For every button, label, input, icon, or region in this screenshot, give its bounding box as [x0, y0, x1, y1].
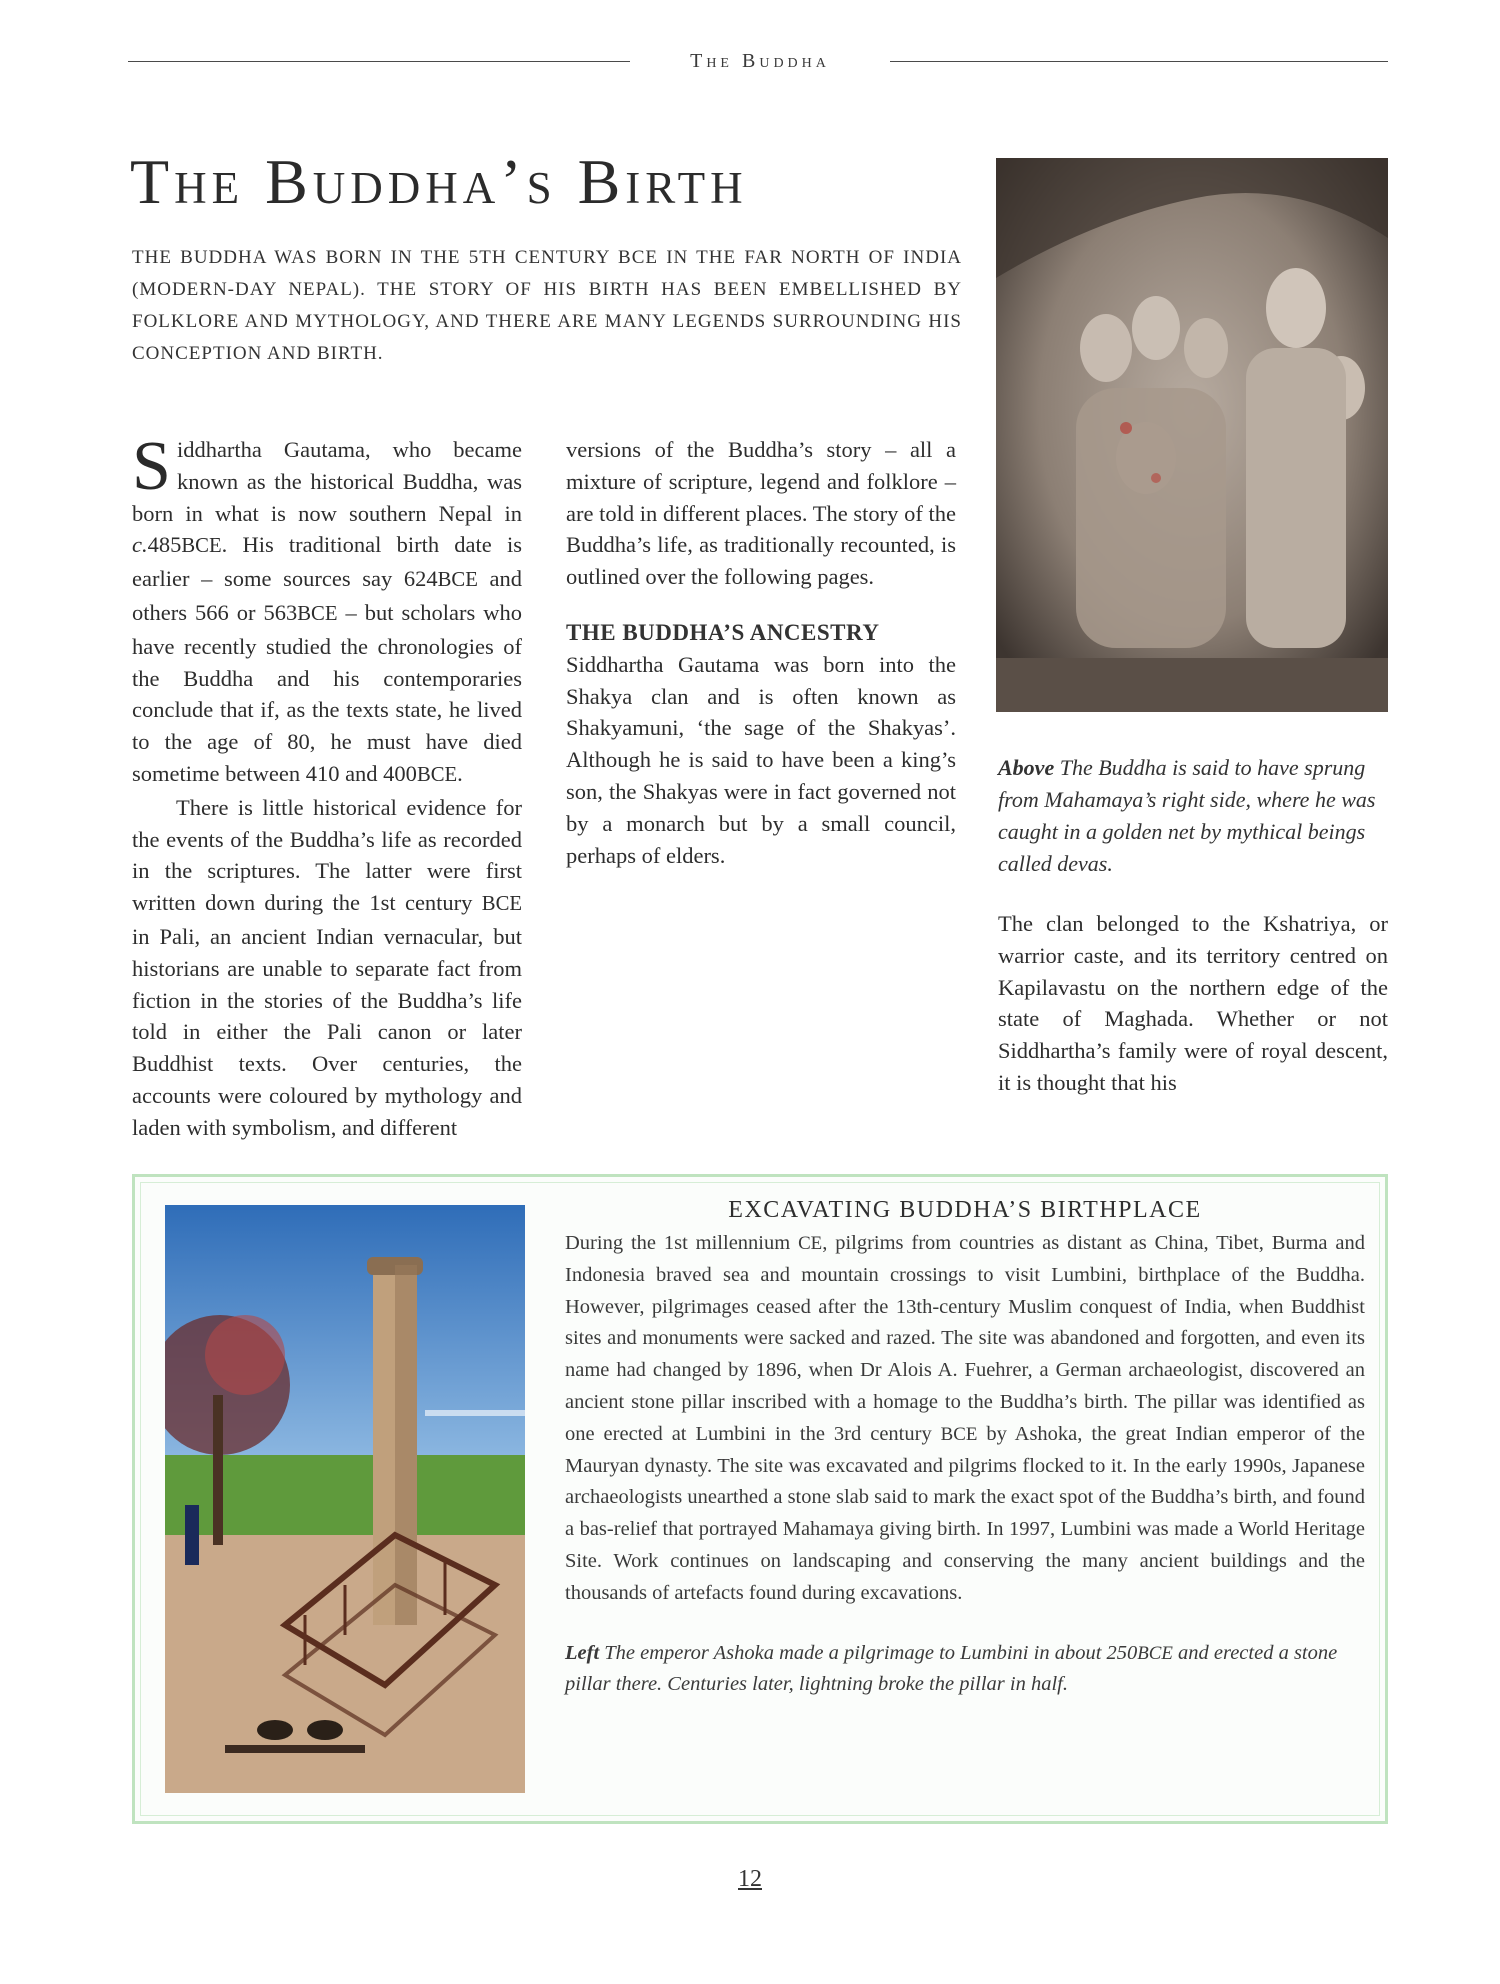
body-column-3	[998, 908, 1388, 1099]
relief-sculpture-image	[996, 158, 1388, 712]
lumbini-pillar-image	[165, 1205, 525, 1793]
drop-cap: S	[132, 428, 171, 505]
ashoka-pillar-photo	[165, 1205, 525, 1793]
sidebar-title: EXCAVATING BUDDHA’S BIRTHPLACE	[728, 1197, 1202, 1223]
sidebar-text	[565, 1197, 1365, 1701]
page-number: 12	[738, 1866, 762, 1892]
body-paragraph-4: The clan belonged to the Kshatriya, or warrior caste, and its territory centred on Kapilavastu on the northern edge of the state of Maghada. Whether or not Siddhartha’s family were of royal descent, it is thought that his	[998, 911, 1388, 1095]
running-head	[128, 50, 1388, 74]
body-column-2	[566, 434, 956, 871]
page-title: The Buddha’s Birth	[130, 146, 748, 217]
body-column-1	[132, 428, 522, 1144]
relief-photo	[996, 158, 1388, 712]
header-rule-left	[128, 61, 630, 62]
photo-caption-above: Above The Buddha is said to have sprung from Mahamaya’s right side, where he was caught in a golden net by mythical beings called devas.	[998, 755, 1376, 876]
body-paragraph-2-continued: versions of the Buddha’s story – all a mixture of scripture, legend and folklore – are told in different places. The story of the Buddha’s life, as traditionally recounted, is outlined over the following pages.	[566, 437, 956, 590]
body-paragraph-2: There is little historical evidence for the events of the Buddha’s life as recorded in the scriptures. The latter were first written down during the 1st century BCE in Pali, an ancient Indian vernacular, but historians are unable to separate fact from fiction in the stories of the Buddha’s life told in either the Pali canon or later Buddhist texts. Over centuries, the accounts were coloured by mythology and laden with symbolism, and different	[132, 794, 522, 1140]
running-head-label: The Buddha	[690, 50, 830, 72]
section-heading-ancestry: THE BUDDHA’S ANCESTRY	[566, 619, 880, 645]
photo-caption-left: Left The emperor Ashoka made a pilgrimage to Lumbini in about 250BCE and erected a stone pillar there. Centuries later, lightning broke the pillar in half.	[565, 1641, 1338, 1696]
intro-paragraph: THE BUDDHA WAS BORN IN THE 5TH CENTURY BCE IN THE FAR NORTH OF INDIA (MODERN-DAY NEPAL). THE STORY OF HIS BIRTH HAS BEEN EMBELLISHED BY FOLKLORE AND MYTHOLOGY, AND THERE ARE MANY LEGENDS SURROUNDING HIS CONCEPTION AND BIRTH.	[132, 247, 962, 364]
body-paragraph-3: Siddhartha Gautama was born into the Shakya clan and is often known as Shakyamuni, ‘the sage of the Shakyas’. Although he is said to have been a king’s son, the Shakyas were in fact governed not by a monarch but by a small council, perhaps of elders.	[566, 651, 956, 868]
sidebar-body: During the 1st millennium CE, pilgrims from countries as distant as China, Tibet, Burma and Indonesia braved sea and mountain crossings to visit Lumbini, birthplace of the Buddha. However, pilgrimages ceased after the 13th-century Muslim conquest of India, when Buddhist sites and monuments were sacked and razed. The site was abandoned and forgotten, and even its name had changed by 1896, when Dr Alois A. Fuehrer, a German archaeologist, discovered an ancient stone pillar inscribed with a homage to the Buddha’s birth. The pillar was identified as one erected at Lumbini in the 3rd century BCE by Ashoka, the great Indian emperor of the Mauryan dynasty. The site was excavated and pilgrims flocked to it. In the early 1990s, Japanese archaeologists unearthed a stone slab said to mark the exact spot of the Buddha’s birth, and found a bas-relief that portrayed Mahamaya giving birth. In 1997, Lumbini was made a World Heritage Site. Work continues on landscaping and conserving the many ancient buildings and the thousands of artefacts found during excavations.	[565, 1232, 1365, 1604]
sidebar-box	[132, 1174, 1388, 1824]
header-rule-right	[890, 61, 1388, 62]
body-paragraph-1: Siddhartha Gautama, who became known as the historical Buddha, was born in what is now southern Nepal in c.485BCE. His traditional birth date is earlier – some sources say 624BCE and others 566 or 563BCE – but scholars who have recently studied the chronologies of the Buddha and his contemporaries conclude that if, as the texts state, he lived to the age of 80, he must have died sometime between 410 and 400BCE.	[132, 428, 522, 786]
